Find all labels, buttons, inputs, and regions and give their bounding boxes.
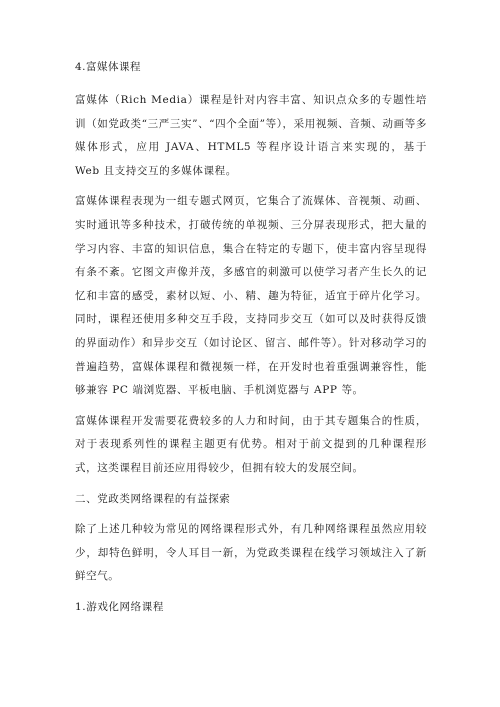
subsection-heading-gamified-course: 1.游戏化网络课程 — [75, 600, 164, 613]
paragraph-other-course-forms: 除了上述几种较为常见的网络课程形式外，有几种网络课程虽然应用较少，却特色鲜明，令人耳目一新，为党政类课程在线学习领域注入了新鲜空气。 — [75, 523, 427, 583]
section-heading-exploration: 二、党政类网络课程的有益探索 — [75, 492, 231, 505]
paragraph-rich-media-definition: 富媒体（Rich Media）课程是针对内容丰富、知识点众多的专题性培训（如党政类“三严三实”、“四个全面”等），采用视频、音频、动画等多媒体形式，应用 JAVA、HTML5 等程序设计语言来实现的，基于 Web 且支持交互的多媒体课程。 — [75, 94, 427, 177]
document-page — [75, 60, 427, 626]
paragraph-rich-media-features: 富媒体课程表现为一组专题式网页，它集合了流媒体、音视频、动画、实时通讯等多种技术，打破传统的单视频、三分屏表现形式，把大量的学习内容、丰富的知识信息，集合在特定的专题下，使丰富内容呈现得有条不紊。它图文声像并茂，多感官的刺激可以使学习者产生长久的记忆和丰富的感受，素材以短、小、精、趣为特征，适宜于碎片化学习。同时，课程还使用多种交互手段，支持同步交互（如可以及时获得反馈的界面动作）和异步交互（如讨论区、留言、邮件等）。针对移动学习的普遍趋势，富媒体课程和微视频一样，在开发时也着重强调兼容性，能够兼容 PC 端浏览器、平板电脑、手机浏览器与 APP 等。 — [75, 195, 427, 397]
section-heading-rich-media: 4.富媒体课程 — [75, 61, 142, 73]
paragraph-rich-media-development: 富媒体课程开发需要花费较多的人力和时间，由于其专题集合的性质，对于表现系列性的课程主题更有优势。相对于前文提到的几种课程形式，这类课程目前还应用得较少，但拥有较大的发展空间。 — [75, 414, 427, 474]
